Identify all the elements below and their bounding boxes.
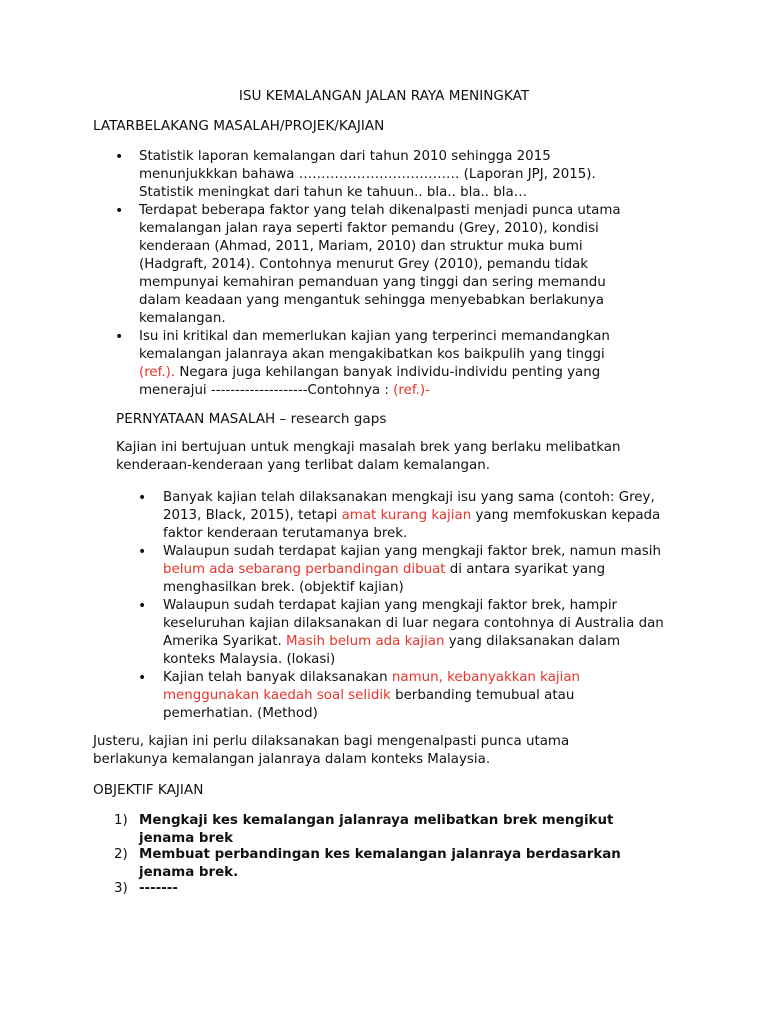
list-item: [115, 148, 639, 202]
pernyataan-intro: Kajian ini bertujuan untuk mengkaji masalah brek yang berlaku melibatkan kenderaan-kenderaan yang terlibat dalam kemalangan.: [116, 440, 621, 473]
body-text: Walaupun sudah terdapat kajian yang mengkaji faktor brek, namun masih: [163, 544, 661, 559]
list-item: [138, 597, 665, 669]
body-text: Kajian telah banyak dilaksanakan: [163, 670, 392, 685]
latarbelakang-list: [115, 148, 639, 400]
body-text: Statistik laporan kemalangan dari tahun 2010 sehingga 2015 menunjukkkan bahawa ……………………………… (Laporan JPJ, 2015). Statistik meningkat dari tahun ke tahuun.. bla.. bla.. bla…: [139, 149, 596, 200]
body-text: Negara juga kehilangan banyak individu-individu penting yang menerajui --------------------Contohnya :: [139, 365, 601, 398]
bullet-icon: •: [115, 329, 124, 345]
body-text: yang memfokuskan kepada faktor kenderaan terutamanya brek.: [163, 508, 661, 541]
heading-objektif-kajian: OBJEKTIF KAJIAN: [93, 782, 204, 798]
body-text: Terdapat beberapa faktor yang telah dikenalpasti menjadi punca utama kemalangan jalan raya seperti faktor pemandu (Grey, 2010), kondisi kenderaan (Ahmad, 2011, Mariam, 2010) dan struktur muka bumi (Hadgraft, 2014). Contohnya menurut Grey (2010), pemandu tidak mempunyai kemahiran pemanduan yang tinggi dan sering memandu dalam keadaan yang mengantuk sehingga menyebabkan berlakunya kemalangan.: [139, 203, 621, 326]
list-item: [114, 846, 659, 880]
highlight-text: amat kurang kajian: [341, 508, 472, 523]
bullet-icon: •: [138, 544, 147, 560]
objective-text: Mengkaji kes kemalangan jalanraya melibatkan brek mengikut jenama brek: [139, 813, 614, 846]
list-item: [138, 669, 665, 723]
body-text: di antara syarikat yang menghasilkan brek. (objektif kajian): [163, 562, 606, 595]
body-text: Walaupun sudah terdapat kajian yang mengkaji faktor brek, hampir keseluruhan kajian dilaksanakan di luar negara contohnya di Australia dan Amerika Syarikat.: [163, 598, 664, 649]
highlight-text: (ref.)-: [393, 383, 430, 398]
bullet-icon: •: [138, 490, 147, 506]
document-title: ISU KEMALANGAN JALAN RAYA MENINGKAT: [238, 88, 530, 104]
body-text: Banyak kajian telah dilaksanakan mengkaji isu yang sama (contoh: Grey, 2013, Black, 2015), tetapi: [163, 490, 655, 523]
bullet-icon: •: [138, 670, 147, 686]
conclusion-paragraph: Justeru, kajian ini perlu dilaksanakan bagi mengenalpasti punca utama berlakunya kemalangan jalanraya dalam konteks Malaysia.: [93, 734, 570, 767]
bullet-icon: •: [115, 149, 124, 165]
highlight-text: namun, kebanyakkan kajian menggunakan kaedah soal selidik: [163, 670, 581, 703]
list-item: [138, 543, 665, 597]
objektif-list: [114, 812, 659, 898]
list-number: 2): [114, 847, 128, 862]
body-text: berbanding temubual atau pemerhatian. (Method): [163, 688, 575, 721]
heading-latarbelakang: LATARBELAKANG MASALAH/PROJEK/KAJIAN: [93, 118, 385, 134]
highlight-text: Masih belum ada kajian: [286, 634, 445, 649]
highlight-text: (ref.).: [139, 365, 176, 380]
list-item: [115, 202, 639, 328]
list-item: [114, 812, 659, 846]
highlight-text: belum ada sebarang perbandingan dibuat: [163, 562, 446, 577]
research-gaps-list: [138, 489, 665, 723]
objective-text: Membuat perbandingan kes kemalangan jalanraya berdasarkan jenama brek.: [139, 847, 621, 880]
body-text: yang dilaksanakan dalam konteks Malaysia. (lokasi): [163, 634, 621, 667]
list-item: [115, 328, 639, 400]
heading-pernyataan-masalah: PERNYATAAN MASALAH – research gaps: [116, 411, 387, 427]
bullet-icon: •: [138, 598, 147, 614]
list-number: 3): [114, 881, 128, 896]
objective-text: -------: [139, 881, 178, 896]
list-item: [138, 489, 665, 543]
body-text: Isu ini kritikal dan memerlukan kajian yang terperinci memandangkan kemalangan jalanraya akan mengakibatkan kos baikpulih yang tinggi: [139, 329, 610, 362]
bullet-icon: •: [115, 203, 124, 219]
list-item: [114, 880, 659, 898]
list-number: 1): [114, 813, 128, 828]
